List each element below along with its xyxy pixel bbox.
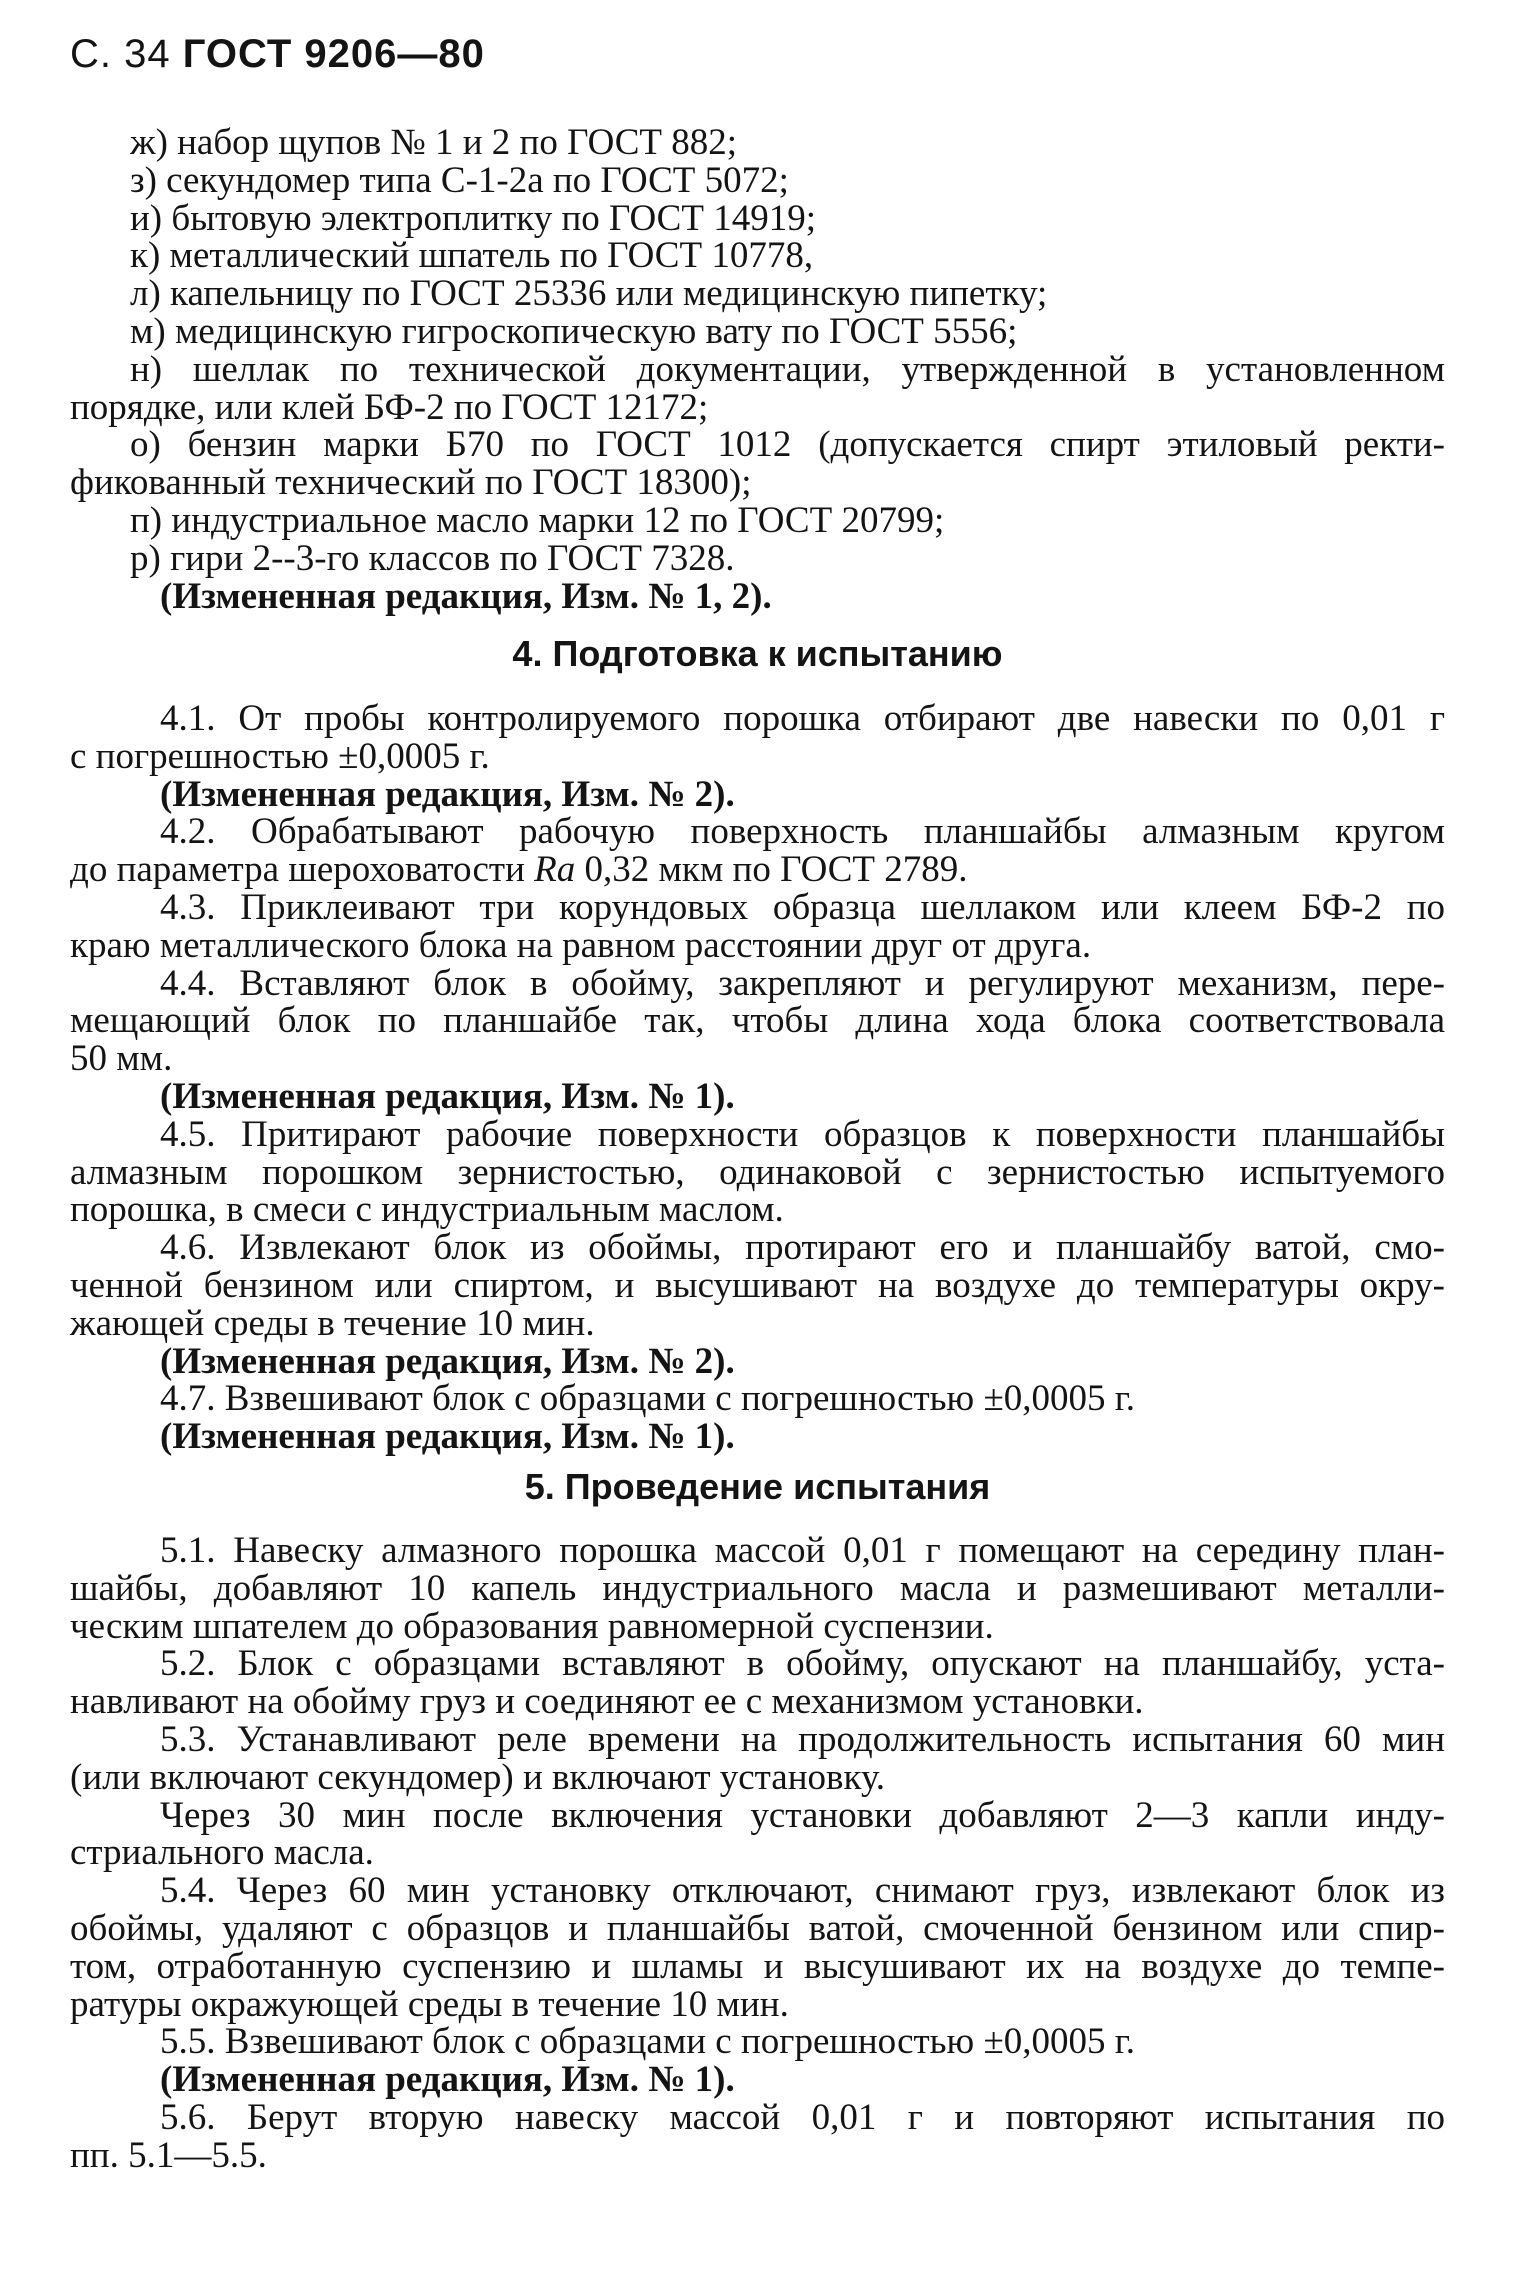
paragraph-5-6-cont: пп. 5.1—5.5. <box>70 2134 267 2176</box>
paragraph-5-4-cont: том, отработанную суспензию и шламы и высушивают их на воздухе до темпе- <box>70 1945 1445 1987</box>
list-item: л) капельницу по ГОСТ 25336 или медицинскую пипетку; <box>130 273 1048 315</box>
paragraph-4-4-cont: 50 мм. <box>70 1038 173 1080</box>
list-item: и) бытовую электроплитку по ГОСТ 14919; <box>130 197 816 239</box>
paragraph-5-6: 5.6. Берут вторую навеску массой 0,01 г и повторяют испытания по <box>160 2096 1445 2138</box>
paragraph-4-5-cont: алмазным порошком зернистостью, одинаковой с зернистостью испытуемого <box>70 1151 1445 1193</box>
paragraph-4-1: 4.1. От пробы контролируемого порошка отбирают две навески по 0,01 г <box>160 698 1445 739</box>
standard-code: ГОСТ 9206—80 <box>182 32 485 76</box>
paragraph-4-6-cont: ченной бензином или спиртом, и высушивают на воздухе до температуры окру- <box>70 1264 1445 1306</box>
amendment-note: (Измененная редакция, Изм. № 1, 2). <box>160 575 772 617</box>
paragraph-4-4-cont: мещающий блок по планшайбе так, чтобы длина хода блока соответствовала <box>70 1000 1445 1042</box>
paragraph-5-3-note-cont: стриального масла. <box>70 1832 374 1874</box>
list-item: м) медицинскую гигроскопическую вату по ГОСТ 5556; <box>130 310 1018 352</box>
paragraph-4-5-cont: порошка, в смеси с индустриальным маслом. <box>70 1189 784 1231</box>
amendment-note: (Измененная редакция, Изм. № 2). <box>160 1340 735 1382</box>
paragraph-5-3: 5.3. Устанавливают реле времени на продолжительность испытания 60 мин <box>160 1718 1445 1760</box>
paragraph-4-6: 4.6. Извлекают блок из обоймы, протирают его и планшайбу ватой, смо- <box>160 1227 1445 1269</box>
list-item: з) секундомер типа С-1-2а по ГОСТ 5072; <box>130 159 789 201</box>
list-item: к) металлический шпатель по ГОСТ 10778, <box>130 235 814 277</box>
list-item: р) гири 2--3-го классов по ГОСТ 7328. <box>130 537 735 579</box>
paragraph-5-2-cont: навливают на обойму груз и соединяют ее с механизмом установки. <box>70 1681 1144 1723</box>
paragraph-4-3-cont: краю металлического блока на равном расстоянии друг от друга. <box>70 924 1092 966</box>
section-4-body <box>70 700 1445 1456</box>
list-item: п) индустриальное масло марки 12 по ГОСТ 20799; <box>130 499 945 541</box>
paragraph-5-5: 5.5. Взвешивают блок с образцами с погрешностью ±0,0005 г. <box>160 2021 1136 2063</box>
paragraph-5-4-cont: ратуры окражующей среды в течение 10 мин. <box>70 1983 789 2025</box>
amendment-note: (Измененная редакция, Изм. № 1). <box>160 2059 735 2101</box>
paragraph-4-2-cont <box>70 851 1445 889</box>
list-item: ж) набор щупов № 1 и 2 по ГОСТ 882; <box>130 122 738 163</box>
amendment-note: (Измененная редакция, Изм. № 2). <box>160 773 735 815</box>
list-item-continued: порядке, или клей БФ-2 по ГОСТ 12172; <box>70 386 709 428</box>
section-5-body <box>70 1532 1445 2175</box>
paragraph-5-1-cont: ческим шпателем до образования равномерной суспензии. <box>70 1605 994 1647</box>
paragraph-5-4-cont: обоймы, удаляют с образцов и планшайбы ватой, смоченной бензином или спир- <box>70 1907 1445 1949</box>
list-item: н) шеллак по технической документации, утвержденной в установленном <box>130 348 1445 390</box>
paragraph-4-3: 4.3. Приклеивают три корундовых образца шеллаком или клеем БФ-2 по <box>160 886 1445 928</box>
equipment-list <box>70 124 1445 615</box>
paragraph-5-4: 5.4. Через 60 мин установку отключают, снимают груз, извлекают блок из <box>160 1870 1445 1912</box>
page-header <box>70 32 485 77</box>
paragraph-5-3-note: Через 30 мин после включения установки добавляют 2—3 капли инду- <box>160 1794 1445 1836</box>
paragraph-4-5: 4.5. Притирают рабочие поверхности образцов к поверхности планшайбы <box>160 1113 1445 1155</box>
paragraph-4-2: 4.2. Обрабатывают рабочую поверхность планшайбы алмазным кругом <box>160 811 1445 853</box>
paragraph-5-2: 5.2. Блок с образцами вставляют в обойму, опускают на планшайбу, уста- <box>160 1643 1445 1685</box>
paragraph-5-1-cont: шайбы, добавляют 10 капель индустриального масла и размешивают металли- <box>70 1567 1445 1609</box>
page-number: С. 34 <box>70 32 171 76</box>
roughness-symbol: Ra <box>534 849 576 891</box>
section-4-title: 4. Подготовка к испытанию <box>512 633 1003 674</box>
paragraph-5-3-cont: (или включают секундомер) и включают установку. <box>70 1756 885 1798</box>
list-item: о) бензин марки Б70 по ГОСТ 1012 (допускается спирт этиловый ректи- <box>130 424 1445 466</box>
paragraph-4-7: 4.7. Взвешивают блок с образцами с погрешностью ±0,0005 г. <box>160 1378 1136 1420</box>
amendment-note: (Измененная редакция, Изм. № 1). <box>160 1075 735 1117</box>
list-item-continued: фикованный технический по ГОСТ 18300); <box>70 462 752 504</box>
paragraph-5-1: 5.1. Навеску алмазного порошка массой 0,01 г помещают на середину план- <box>160 1530 1445 1571</box>
section-5-title: 5. Проведение испытания <box>524 1466 991 1507</box>
text-run: до параметра шероховатости <box>70 849 535 891</box>
text-run: 0,32 мкм по ГОСТ 2789. <box>575 849 968 891</box>
paragraph-4-1-cont: с погрешностью ±0,0005 г. <box>70 735 490 777</box>
paragraph-4-4: 4.4. Вставляют блок в обойму, закрепляют и регулируют механизм, пере- <box>160 962 1445 1004</box>
paragraph-4-6-cont: жающей среды в течение 10 мин. <box>70 1302 595 1344</box>
amendment-note: (Измененная редакция, Изм. № 1). <box>160 1416 735 1458</box>
